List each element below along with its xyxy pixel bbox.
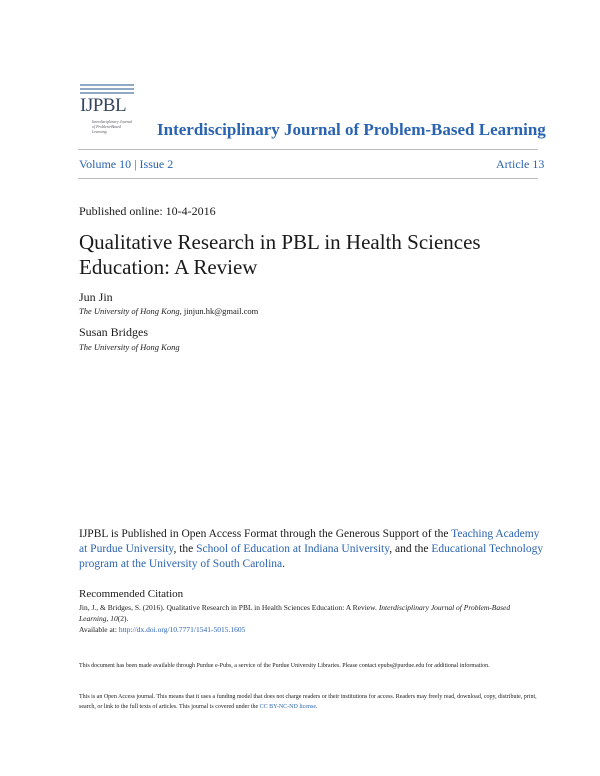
affiliation-name: The University of Hong Kong bbox=[79, 306, 180, 316]
article-number[interactable]: Article 13 bbox=[496, 157, 545, 171]
teaching-academy-link[interactable]: Teaching Academy at Purdue University bbox=[79, 528, 540, 555]
license-text: This is an Open Access journal. This means that it uses a funding model that does not charge readers or their institutions for access. Readers may freely read, download, copy, distribute, print, search, or link to the full texts of articles. This journal is covered under the bbox=[79, 694, 537, 710]
issue-link[interactable]: Issue 2 bbox=[139, 157, 174, 171]
oa-text: , and the bbox=[389, 543, 429, 555]
logo-subtext: Interdisciplinary Journal of Problem-Based Learning bbox=[92, 119, 133, 134]
logo-wordmark: IJPBL bbox=[80, 95, 127, 116]
volume-link[interactable]: Volume 10 bbox=[79, 157, 132, 171]
repository-note: This document has been made available through Purdue e-Pubs, a service of the Purdue University Libraries. Please contact epubs@purdue.edu for additional information. bbox=[79, 663, 490, 669]
citation-available-label: Available at: bbox=[79, 625, 117, 634]
license-suffix: . bbox=[316, 704, 318, 710]
author-name: Jun Jin bbox=[79, 290, 113, 304]
published-date: Published online: 10-4-2016 bbox=[79, 204, 216, 218]
citation-text bbox=[79, 602, 539, 635]
author-email: jinjun.hk@gmail.com bbox=[183, 306, 259, 316]
oa-text: IJPBL is Published in Open Access Format through the Generous Support of the bbox=[79, 528, 449, 540]
author-name: Susan Bridges bbox=[79, 325, 148, 339]
recommended-citation-heading: Recommended Citation bbox=[79, 588, 184, 600]
journal-logo bbox=[80, 84, 134, 132]
oa-text: . bbox=[282, 558, 286, 570]
oa-text: , the bbox=[173, 543, 194, 555]
educational-technology-link[interactable]: Educational Technology program at the University of South Carolina bbox=[79, 543, 544, 570]
issue-info bbox=[79, 157, 173, 172]
license-link[interactable]: CC BY-NC-ND license bbox=[259, 704, 317, 710]
divider bbox=[78, 178, 538, 179]
citation-journal: Interdisciplinary Journal of Problem-Based Learning, 10 bbox=[79, 603, 511, 623]
citation-body: Jin, J., & Bridges, S. (2016). Qualitative Research in PBL in Health Sciences Education: A Review. bbox=[79, 603, 377, 612]
author-affiliation: The University of Hong Kong, jinjun.hk@gmail.com bbox=[79, 306, 259, 316]
logo-stripe bbox=[80, 84, 134, 86]
author-affiliation: The University of Hong Kong bbox=[79, 342, 180, 352]
doi-link[interactable]: http://dx.doi.org/10.7771/1541-5015.1605 bbox=[118, 625, 246, 634]
journal-title[interactable]: Interdisciplinary Journal of Problem-Based Learning bbox=[157, 120, 546, 139]
issue-separator: | bbox=[134, 157, 137, 171]
open-access-statement bbox=[79, 527, 549, 572]
divider bbox=[78, 149, 538, 150]
logo-stripe bbox=[80, 92, 134, 94]
license-note bbox=[79, 692, 539, 712]
citation-issue: (2). bbox=[117, 614, 129, 623]
logo-stripe bbox=[80, 88, 134, 90]
article-title: Qualitative Research in PBL in Health Sciences Education: A Review bbox=[79, 230, 481, 279]
school-of-education-link[interactable]: School of Education at Indiana University bbox=[196, 543, 390, 555]
